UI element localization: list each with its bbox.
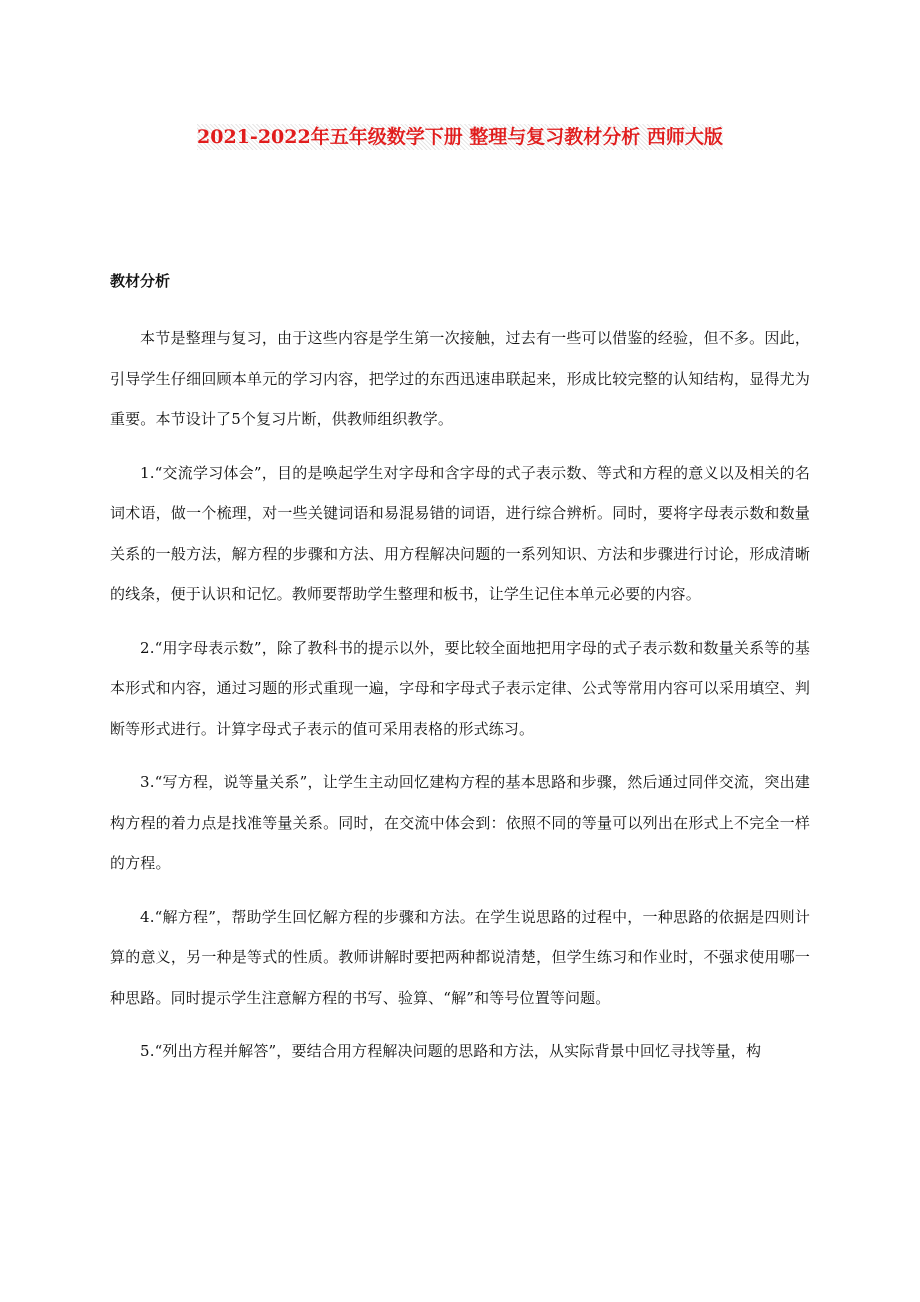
paragraph-intro: 本节是整理与复习，由于这些内容是学生第一次接触，过去有一些可以借鉴的经验，但不多。因此，引导学生仔细回顾本单元的学习内容，把学过的东西迅速串联起来，形成比较完整的认知结构，显得尤为重要。本节设计了5个复习片断，供教师组织教学。 [110,329,810,428]
paragraph-item-5: 5.“列出方程并解答”，要结合用方程解决问题的思路和方法，从实际背景中回忆寻找等量，构 [140,1042,762,1060]
paragraph-item-4: 4.“解方程”，帮助学生回忆解方程的步骤和方法。在学生说思路的过程中，一种思路的依据是四则计算的意义，另一种是等式的性质。教师讲解时要把两种都说清楚，但学生练习和作业时，不强求使用哪一种思路。同时提示学生注意解方程的书写、验算、“解”和等号位置等问题。 [110,907,810,1007]
paragraph-item-2: 2.“用字母表示数”，除了教科书的提示以外，要比较全面地把用字母的式子表示数和数量关系等的基本形式和内容，通过习题的形式重现一遍，字母和字母式子表示定律、公式等常用内容可以采用填空、判断等形式进行。计算字母式子表示的值可采用表格的形式练习。 [110,638,810,738]
paragraph-item-3: 3.“写方程，说等量关系”，让学生主动回忆建构方程的基本思路和步骤，然后通过同伴交流，突出建构方程的着力点是找准等量关系。同时，在交流中体会到：依照不同的等量可以列出在形式上不完全一样的方程。 [110,773,810,872]
document-title-text: 2021-2022年五年级数学下册 整理与复习教材分析 西师大版 [197,126,723,148]
paragraph-item-1: 1.“交流学习体会”，目的是唤起学生对字母和含字母的式子表示数、等式和方程的意义以及相关的名词术语，做一个梳理，对一些关键词语和易混易错的词语，进行综合辨析。同时，要将字母表示数和数量关系的一般方法，解方程的步骤和方法、用方程解决问题的一系列知识、方法和步骤进行讨论，形成清晰的线条，便于认识和记忆。教师要帮助学生整理和板书，让学生记住本单元必要的内容。 [110,463,810,603]
document-title [0,123,920,151]
section-heading: 教材分析 [110,272,171,290]
body-text [110,318,810,1085]
